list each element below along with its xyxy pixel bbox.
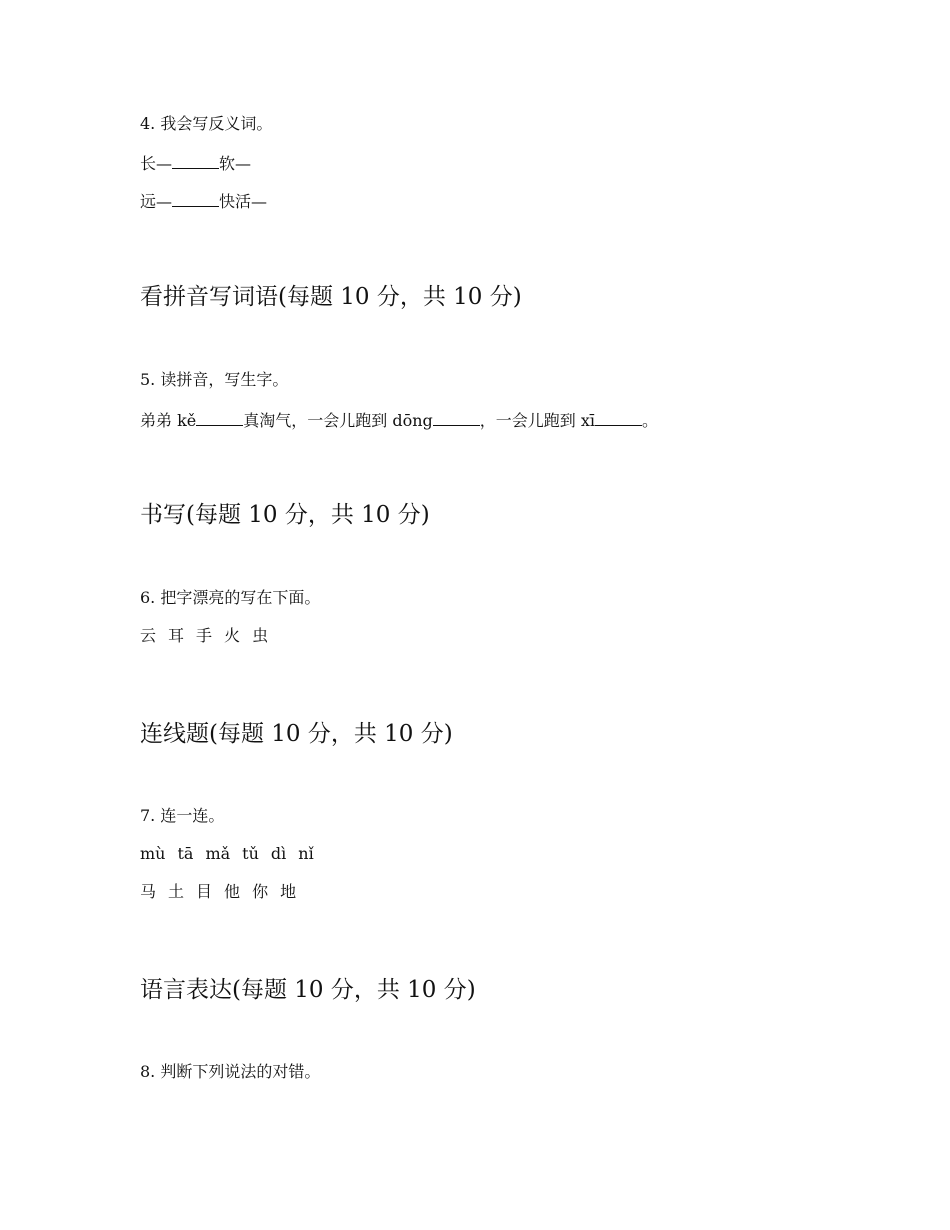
antonym-row-1	[140, 151, 251, 174]
character-item[interactable]: 他	[224, 882, 241, 901]
antonym-row-2	[140, 189, 267, 212]
character-item[interactable]: 地	[280, 882, 297, 901]
character: 火	[224, 626, 241, 645]
sentence-segment-4: 。	[642, 411, 659, 430]
pinyin-item[interactable]: tǔ	[242, 844, 259, 863]
character: 耳	[168, 626, 185, 645]
character-item[interactable]: 马	[140, 882, 157, 901]
pinyin-item[interactable]: nǐ	[298, 844, 314, 863]
pinyin-sentence	[140, 408, 658, 431]
character-item[interactable]: 你	[252, 882, 269, 901]
question-8-title: 8. 判断下列说法的对错。	[140, 1062, 321, 1081]
antonym-word-far: 远—	[140, 192, 173, 211]
section-heading-matching: 连线题(每题 10 分，共 10 分)	[140, 721, 453, 747]
sentence-segment-1: 弟弟 kě	[140, 411, 197, 430]
section-heading-expression: 语言表达(每题 10 分，共 10 分)	[140, 977, 476, 1003]
pinyin-row	[140, 844, 326, 864]
writing-character-row	[140, 626, 280, 646]
answer-blank[interactable]	[172, 151, 219, 169]
character-item[interactable]: 土	[168, 882, 185, 901]
pinyin-item[interactable]: tā	[177, 844, 194, 863]
section-heading-pinyin: 看拼音写词语(每题 10 分，共 10 分)	[140, 284, 522, 310]
section-heading-writing: 书写(每题 10 分，共 10 分)	[140, 502, 430, 528]
question-6-title: 6. 把字漂亮的写在下面。	[140, 588, 321, 607]
antonym-word-long: 长—	[140, 154, 173, 173]
character: 云	[140, 626, 157, 645]
pinyin-item[interactable]: dì	[270, 844, 287, 863]
question-5-title: 5. 读拼音，写生字。	[140, 370, 289, 389]
pinyin-item[interactable]: mù	[140, 844, 166, 863]
character-item[interactable]: 目	[196, 882, 213, 901]
question-7-title: 7. 连一连。	[140, 806, 225, 825]
answer-blank[interactable]	[433, 408, 480, 426]
sentence-segment-3: ，一会儿跑到 xī	[479, 411, 596, 430]
answer-blank[interactable]	[172, 189, 219, 207]
answer-blank[interactable]	[196, 408, 243, 426]
character-match-row	[140, 882, 308, 902]
character: 手	[196, 626, 213, 645]
character: 虫	[252, 626, 269, 645]
antonym-word-soft: 软—	[219, 154, 252, 173]
sentence-segment-2: 真淘气，一会儿跑到 dōng	[243, 411, 433, 430]
pinyin-item[interactable]: mǎ	[205, 844, 231, 863]
antonym-word-happy: 快活—	[219, 192, 268, 211]
answer-blank[interactable]	[595, 408, 642, 426]
question-4-title: 4. 我会写反义词。	[140, 114, 273, 133]
